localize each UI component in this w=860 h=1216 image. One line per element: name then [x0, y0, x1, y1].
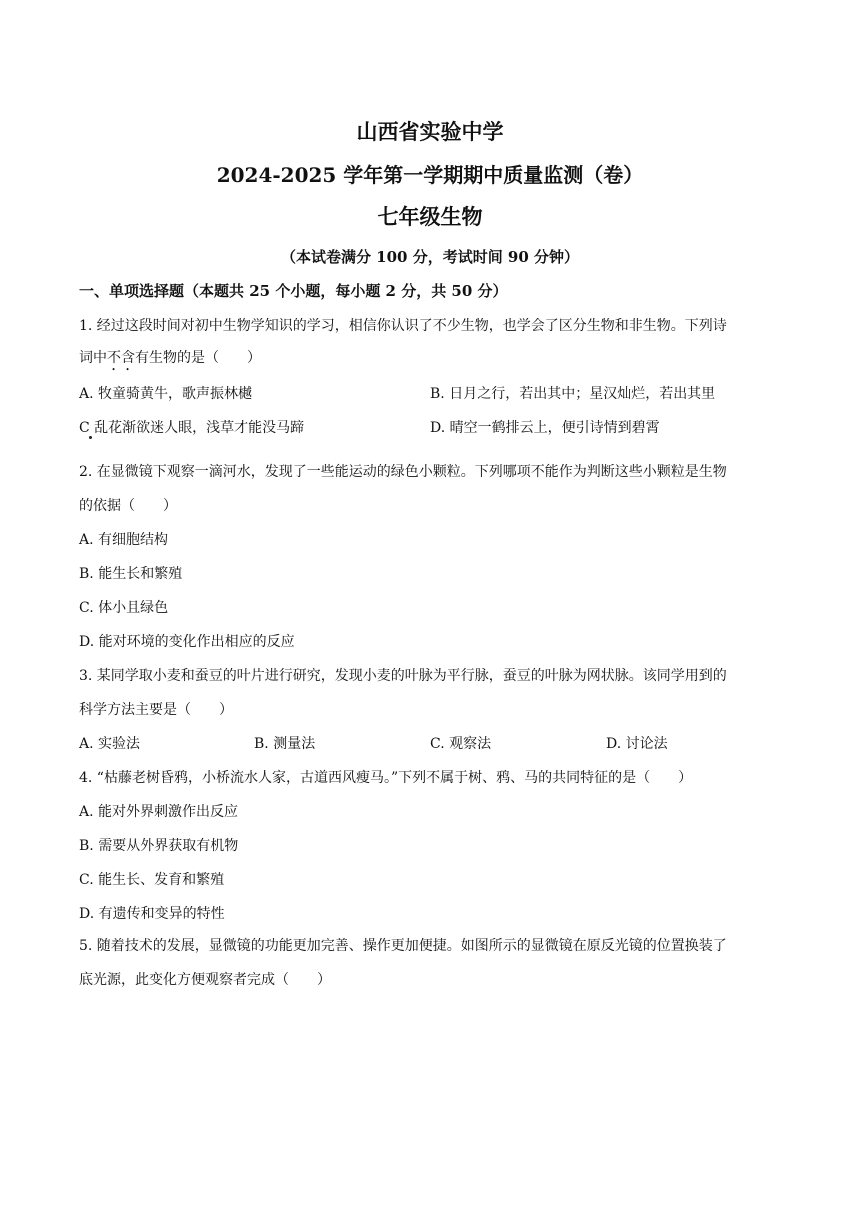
- q2-option-b: B. 能生长和繁殖: [79, 566, 183, 582]
- subject-title: 七年级生物: [377, 204, 483, 229]
- q5-stem-line2: 底光源，此变化方便观察者完成（ ）: [79, 972, 331, 988]
- q1-option-d: D. 晴空一鹤排云上，便引诗情到碧霄: [430, 420, 660, 436]
- q2-stem-line2: 的依据（ ）: [79, 498, 177, 514]
- q1-stem-line2: [79, 347, 261, 374]
- q1-stem-line1: 1. 经过这段时间对初中生物学知识的学习，相信你认识了不少生物，也学会了区分生物和非生物。下列诗: [79, 318, 727, 334]
- q5-stem-line1: 5. 随着技术的发展，显微镜的功能更加完善、操作更加便捷。如图所示的显微镜在原反光镜的位置换装了: [79, 938, 727, 954]
- q2-option-a: A. 有细胞结构: [79, 532, 169, 548]
- q3-stem-line2: 科学方法主要是（ ）: [79, 702, 233, 718]
- q4-option-c: C. 能生长、发育和繁殖: [79, 872, 225, 888]
- q1-option-a: A. 牧童骑黄牛，歌声振林樾: [79, 386, 253, 402]
- q1-option-b: B. 日月之行，若出其中；星汉灿烂，若出其里: [430, 386, 716, 402]
- exam-note: （本试卷满分 100 分，考试时间 90 分钟）: [280, 248, 580, 266]
- q3-option-d: D. 讨论法: [606, 736, 668, 752]
- school-name: 山西省实验中学: [356, 119, 504, 144]
- exam-title: 2024-2025 学年第一学期期中质量监测（卷）: [216, 163, 644, 187]
- q2-option-d: D. 能对环境的变化作出相应的反应: [79, 634, 295, 650]
- q1-stem-post: 有生物的是（ ）: [135, 350, 261, 366]
- q1-emphasis: 不含: [107, 350, 135, 366]
- q2-option-c: C. 体小且绿色: [79, 600, 169, 616]
- section-title: 一、单项选择题（本题共 25 个小题，每小题 2 分，共 50 分）: [79, 282, 508, 300]
- q4-option-b: B. 需要从外界获取有机物: [79, 838, 239, 854]
- q3-option-c: C. 观察法: [430, 736, 492, 752]
- q4-stem-line1: 4. “枯藤老树昏鸦，小桥流水人家，古道西风瘦马。”下列不属于树、鸦、马的共同特征的是（ ）: [79, 770, 693, 786]
- q3-option-a: A. 实验法: [79, 736, 141, 752]
- q1-stem-pre: 词中: [79, 350, 107, 366]
- q1-option-c: C 乱花渐欲迷人眼，浅草才能没马蹄: [79, 420, 305, 436]
- q3-option-b: B. 测量法: [254, 736, 316, 752]
- q4-option-a: A. 能对外界刺激作出反应: [79, 804, 239, 820]
- stray-dot-mark: [89, 436, 92, 439]
- q4-option-d: D. 有遗传和变异的特性: [79, 906, 225, 922]
- q3-stem-line1: 3. 某同学取小麦和蚕豆的叶片进行研究，发现小麦的叶脉为平行脉，蚕豆的叶脉为网状脉。该同学用到的: [79, 668, 727, 684]
- q2-stem-line1: 2. 在显微镜下观察一滴河水，发现了一些能运动的绿色小颗粒。下列哪项不能作为判断这些小颗粒是生物: [79, 464, 727, 480]
